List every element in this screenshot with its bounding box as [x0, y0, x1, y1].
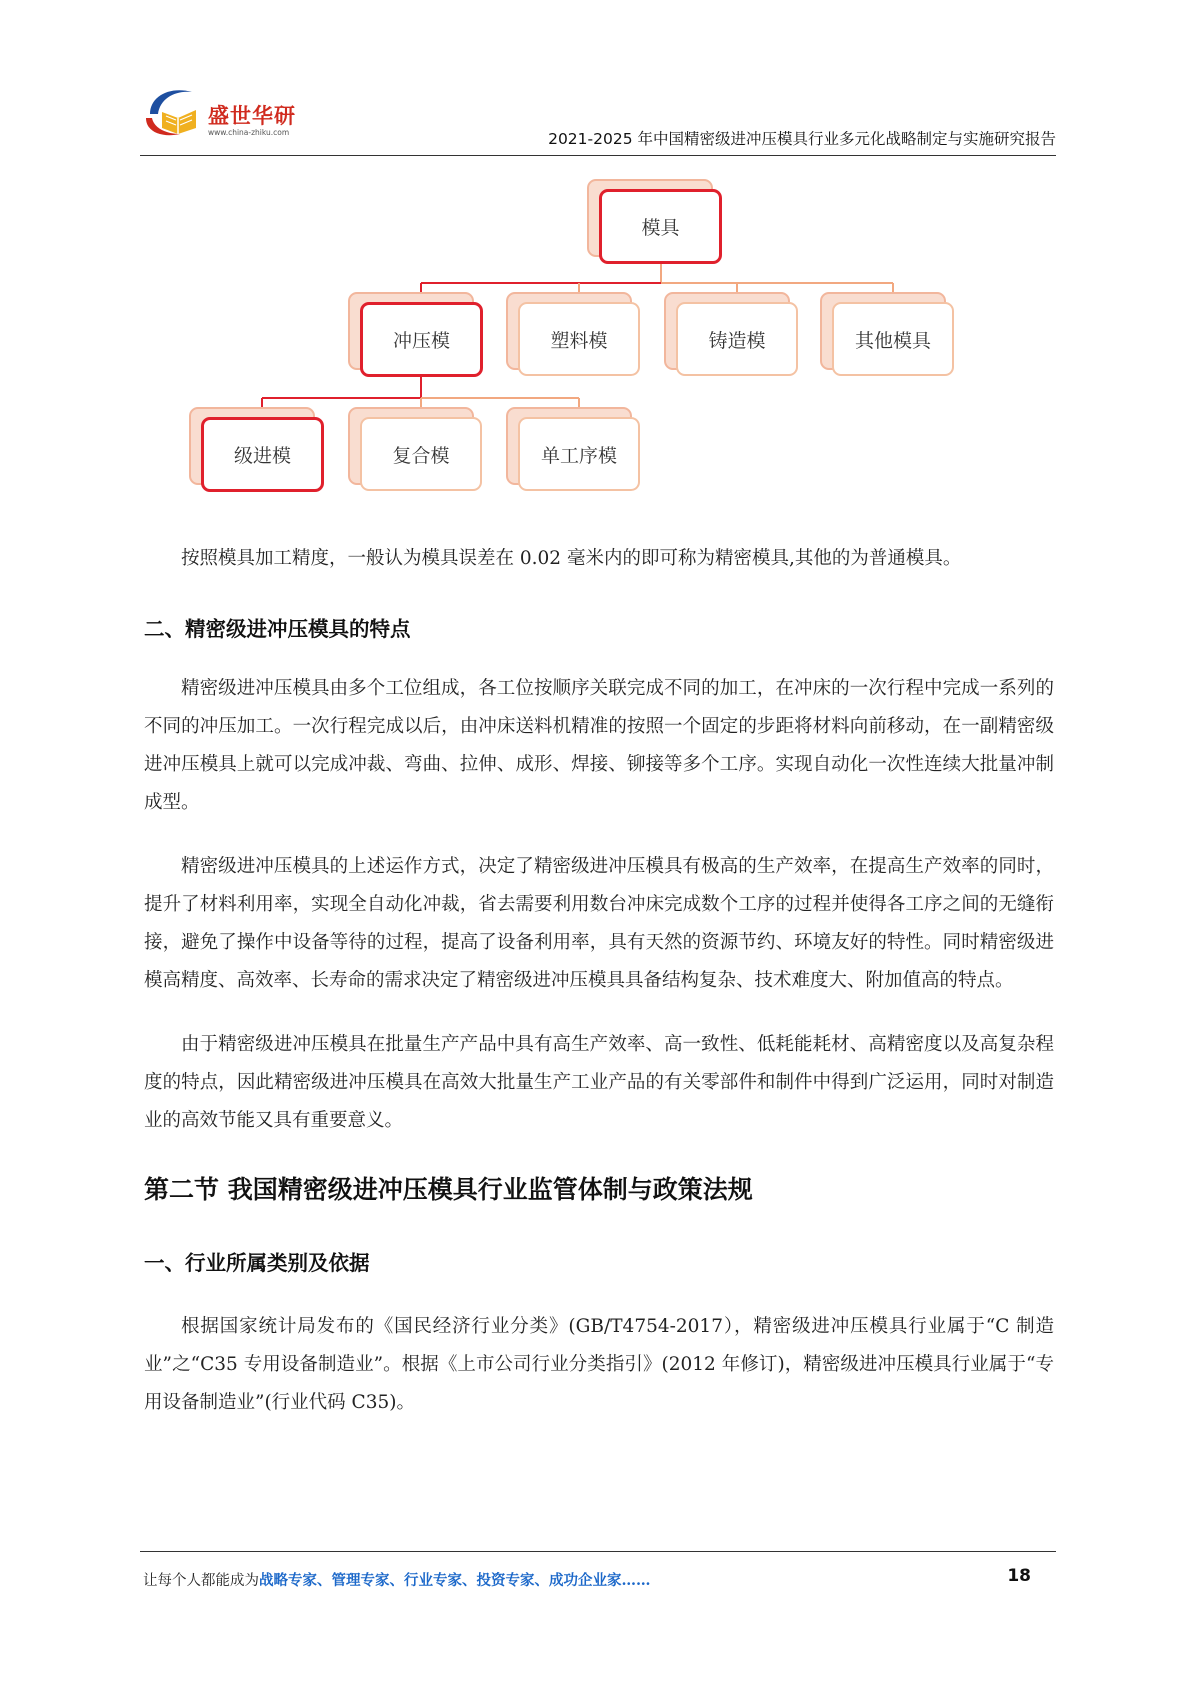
document-body [144, 540, 1054, 1422]
logo-name: 盛世华研 [208, 104, 296, 128]
chapter-section-heading: 第二节 我国精密级进冲压模具行业监管体制与政策法规 [144, 1175, 753, 1204]
mold-classification-diagram [0, 0, 1191, 520]
footer-slogan-highlight: 战略专家、管理专家、行业专家、投资专家、成功企业家…… [259, 1572, 651, 1589]
paragraph-efficiency: 精密级进冲压模具的上述运作方式，决定了精密级进冲压模具有极高的生产效率，在提高生产效率的同时，提升了材料利用率，实现全自动化冲裁，省去需要利用数台冲床完成数个工序的过程并使得各工序之间的无缝衔接，避免了操作中设备等待的过程，提高了设备利用率，具有天然的资源节约、环境友好的特性。同时精密级进模高精度、高效率、长寿命的需求决定了精密级进冲压模具具备结构复杂、技术难度大、附加值高的特点。 [144, 856, 1054, 991]
node-compound-die [360, 417, 482, 491]
node-casting-mold [676, 302, 798, 376]
footer-divider [140, 1551, 1056, 1552]
node-single-process-die [518, 417, 640, 491]
node-label: 单工序模 [518, 417, 640, 491]
page-number: 18 [1007, 1566, 1031, 1586]
node-label: 铸造模 [676, 302, 798, 376]
paragraph-precision-definition: 按照模具加工精度，一般认为模具误差在 0.02 毫米内的即可称为精密模具,其他的为普通模具。 [181, 548, 962, 569]
node-plastic-mold [518, 302, 640, 376]
node-label: 级进模 [201, 417, 324, 492]
node-label: 复合模 [360, 417, 482, 491]
node-label: 塑料模 [518, 302, 640, 376]
node-progressive-die [201, 417, 323, 491]
node-root [599, 189, 721, 263]
section-heading-features: 二、精密级进冲压模具的特点 [144, 617, 411, 641]
paragraph-industry-classification: 根据国家统计局发布的《国民经济行业分类》(GB/T4754-2017），精密级进冲压模具行业属于“C 制造业”之“C35 专用设备制造业”。根据《上市公司行业分类指引》(2012 年修订)，精密级进冲压模具行业属于“专用设备制造业”(行业代码 C35)。 [144, 1316, 1054, 1413]
paragraph-application: 由于精密级进冲压模具在批量生产产品中具有高生产效率、高一致性、低耗能耗材、高精密度以及高复杂程度的特点，因此精密级进冲压模具在高效大批量生产工业产品的有关零部件和制件中得到广泛运用，同时对制造业的高效节能又具有重要意义。 [144, 1034, 1054, 1131]
footer-slogan-prefix: 让每个人都能成为 [143, 1573, 259, 1589]
node-stamping-die [360, 302, 482, 376]
node-root-label: 模具 [599, 189, 722, 264]
footer-slogan [143, 1569, 651, 1590]
section-heading-classification: 一、行业所属类别及依据 [144, 1251, 370, 1275]
logo-url: www.china-zhiku.com [208, 128, 290, 137]
node-label: 其他模具 [832, 302, 954, 376]
node-label: 冲压模 [360, 302, 483, 377]
report-title: 2021-2025 年中国精密级进冲压模具行业多元化战略制定与实施研究报告 [548, 130, 1056, 148]
paragraph-structure: 精密级进冲压模具由多个工位组成，各工位按顺序关联完成不同的加工，在冲床的一次行程中完成一系列的不同的冲压加工。一次行程完成以后，由冲床送料机精准的按照一个固定的步距将材料向前移动，在一副精密级进冲压模具上就可以完成冲裁、弯曲、拉伸、成形、焊接、铆接等多个工序。实现自动化一次性连续大批量冲制成型。 [144, 678, 1054, 813]
node-other-molds [832, 302, 954, 376]
